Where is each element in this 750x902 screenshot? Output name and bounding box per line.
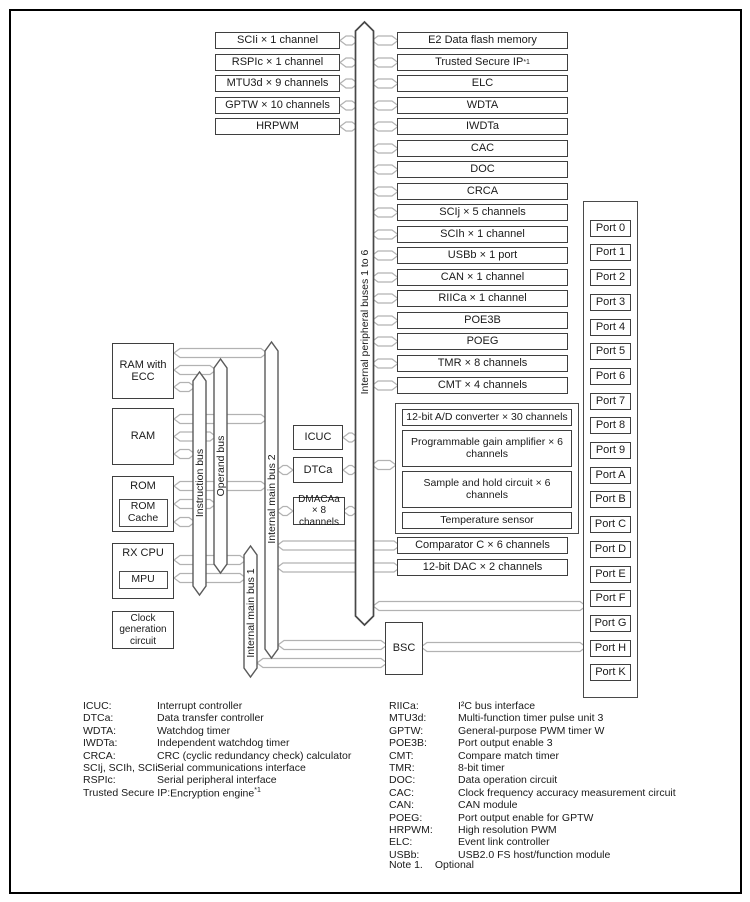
box-pga: Programmable gain amplifier × 6 channels	[402, 430, 572, 467]
legend-def: I²C bus interface	[458, 700, 536, 712]
legend-term: DTCa:	[83, 712, 114, 725]
legend-row	[83, 750, 351, 762]
box-crca: CRCA	[397, 183, 568, 200]
bus-label-internal-peripheral: Internal peripheral buses 1 to 6	[358, 249, 371, 395]
legend-def: Interrupt controller	[157, 700, 243, 712]
box-usbb: USBb × 1 port	[397, 247, 568, 264]
box-dtca: DTCa	[293, 457, 343, 483]
port-box: Port 3	[590, 294, 631, 311]
port-box: Port 5	[590, 343, 631, 360]
box-cac: CAC	[397, 140, 568, 157]
box-trusted-secure-ip	[397, 54, 568, 71]
legend-row	[389, 774, 676, 786]
legend-def: Clock frequency accuracy measurement circuit	[458, 786, 676, 799]
legend-row	[389, 762, 676, 774]
box-rom-cache: ROM Cache	[119, 499, 168, 527]
bus-label-internal-main-2: Internal main bus 2	[265, 454, 278, 544]
legend-row	[389, 725, 676, 737]
port-box: Port 1	[590, 244, 631, 261]
port-box: Port H	[590, 640, 631, 657]
box-poe3b: POE3B	[397, 312, 568, 329]
box-dmaca: DMACAa × 8 channels	[293, 497, 345, 525]
footnote	[389, 859, 474, 871]
legend-def: Serial communications interface	[157, 761, 306, 774]
port-box: Port 0	[590, 220, 631, 237]
legend-def: CAN module	[458, 799, 518, 812]
box-sample-hold: Sample and hold circuit × 6 channels	[402, 471, 572, 508]
box-hrpwm: HRPWM	[215, 118, 340, 135]
legend-term: CMT:	[389, 749, 414, 762]
legend-def: Encryption engine$^{*1}$	[170, 786, 261, 800]
legend-def: Data operation circuit	[458, 774, 558, 787]
port-box: Port 2	[590, 269, 631, 286]
legend-row	[389, 812, 676, 824]
legend-term: SCIj, SCIh, SCIi:	[83, 761, 161, 774]
port-box: Port E	[590, 566, 631, 583]
box-elc: ELC	[397, 75, 568, 92]
port-box: Port 4	[590, 319, 631, 336]
box-ram-ecc: RAM with ECC	[112, 343, 174, 399]
legend-left	[83, 700, 351, 799]
legend-term: POEG:	[389, 811, 423, 824]
port-box: Port A	[590, 467, 631, 484]
legend-def: General-purpose PWM timer W	[458, 724, 605, 737]
legend-term: Trusted Secure IP:	[83, 786, 171, 799]
port-box: Port B	[590, 491, 631, 508]
box-clock-generation: Clock generation circuit	[112, 611, 174, 649]
legend-term: CAN:	[389, 799, 415, 812]
box-bsc: BSC	[385, 622, 423, 675]
box-scii: SCIi × 1 channel	[215, 32, 340, 49]
legend-def: 8-bit timer	[458, 761, 505, 774]
legend-row	[83, 737, 351, 749]
legend-def: Watchdog timer	[157, 724, 231, 737]
legend-row	[389, 836, 676, 848]
box-rom: ROM	[112, 476, 174, 532]
legend-right	[389, 700, 676, 861]
legend-term: CAC:	[389, 786, 415, 799]
legend-term: GPTW:	[389, 724, 424, 737]
legend-def: Port output enable for GPTW	[458, 811, 594, 824]
port-box: Port C	[590, 516, 631, 533]
legend-term: CRCA:	[83, 749, 116, 762]
footnote-label: Note 1.	[389, 859, 423, 871]
legend-row	[83, 787, 351, 799]
box-poeg: POEG	[397, 333, 568, 350]
bus-label-instruction: Instruction bus	[193, 448, 206, 518]
legend-def: CRC (cyclic redundancy check) calculator	[157, 749, 352, 762]
legend-def: Event link controller	[458, 836, 550, 849]
legend-def: Compare match timer	[458, 749, 559, 762]
note-ref: *1	[254, 786, 261, 794]
legend-row	[389, 737, 676, 749]
box-e2-flash: E2 Data flash memory	[397, 32, 568, 49]
legend-term: TMR:	[389, 761, 415, 774]
trusted-secure-ip-label: Trusted Secure IP	[435, 56, 524, 69]
box-mpu: MPU	[119, 571, 168, 589]
legend-term: IWDTa:	[83, 737, 118, 750]
legend-def: Port output enable 3	[458, 737, 553, 750]
port-box: Port 7	[590, 393, 631, 410]
legend-row	[389, 700, 676, 712]
legend-def: Serial peripheral interface	[157, 774, 277, 787]
legend-row	[83, 774, 351, 786]
legend-row	[389, 824, 676, 836]
box-scij: SCIj × 5 channels	[397, 204, 568, 221]
bus-label-operand: Operand bus	[214, 435, 227, 497]
box-can: CAN × 1 channel	[397, 269, 568, 286]
box-rspic: RSPIc × 1 channel	[215, 54, 340, 71]
legend-term: HRPWM:	[389, 823, 433, 836]
legend-term: ELC:	[389, 836, 413, 849]
box-cmt: CMT × 4 channels	[397, 377, 568, 394]
legend-term: MTU3d:	[389, 712, 427, 725]
legend-term: RIICa:	[389, 700, 419, 712]
legend-row	[389, 750, 676, 762]
port-box: Port F	[590, 590, 631, 607]
legend-row	[389, 799, 676, 811]
legend-row	[83, 725, 351, 737]
bus-label-internal-main-1: Internal main bus 1	[244, 568, 257, 658]
legend-row	[83, 762, 351, 774]
port-box: Port K	[590, 664, 631, 681]
box-dac: 12-bit DAC × 2 channels	[397, 559, 568, 576]
legend-term: USBb:	[389, 848, 420, 861]
legend-term: WDTA:	[83, 724, 117, 737]
port-box: Port 8	[590, 417, 631, 434]
box-wdta: WDTA	[397, 97, 568, 114]
trusted-secure-ip-note-ref: *1	[523, 58, 530, 66]
port-box: Port D	[590, 541, 631, 558]
footnote-text: Optional	[434, 859, 474, 871]
box-tmr: TMR × 8 channels	[397, 355, 568, 372]
legend-term: POE3B:	[389, 737, 427, 750]
legend-row	[83, 700, 351, 712]
box-icuc: ICUC	[293, 425, 343, 450]
legend-term: ICUC:	[83, 700, 112, 712]
legend-def: Data transfer controller	[157, 712, 264, 725]
box-comparator: Comparator C × 6 channels	[397, 537, 568, 554]
legend-row	[83, 712, 351, 724]
legend-row	[389, 787, 676, 799]
legend-term: DOC:	[389, 774, 416, 787]
legend-def: High resolution PWM	[458, 823, 557, 836]
port-box: Port G	[590, 615, 631, 632]
port-box: Port 6	[590, 368, 631, 385]
legend-def: USB2.0 FS host/function module	[458, 848, 611, 861]
box-adc: 12-bit A/D converter × 30 channels	[402, 409, 572, 426]
box-riica: RIICa × 1 channel	[397, 290, 568, 307]
legend-term: RSPIc:	[83, 774, 116, 787]
box-mtu3d: MTU3d × 9 channels	[215, 75, 340, 92]
port-box: Port 9	[590, 442, 631, 459]
legend-def: Independent watchdog timer	[157, 737, 290, 750]
legend-row	[389, 712, 676, 724]
box-rx-cpu: RX CPU	[112, 543, 174, 599]
legend-def: Multi-function timer pulse unit 3	[458, 712, 604, 725]
box-iwdta: IWDTa	[397, 118, 568, 135]
box-ram: RAM	[112, 408, 174, 465]
box-gptw: GPTW × 10 channels	[215, 97, 340, 114]
box-scih: SCIh × 1 channel	[397, 226, 568, 243]
box-doc: DOC	[397, 161, 568, 178]
box-temp-sensor: Temperature sensor	[402, 512, 572, 529]
